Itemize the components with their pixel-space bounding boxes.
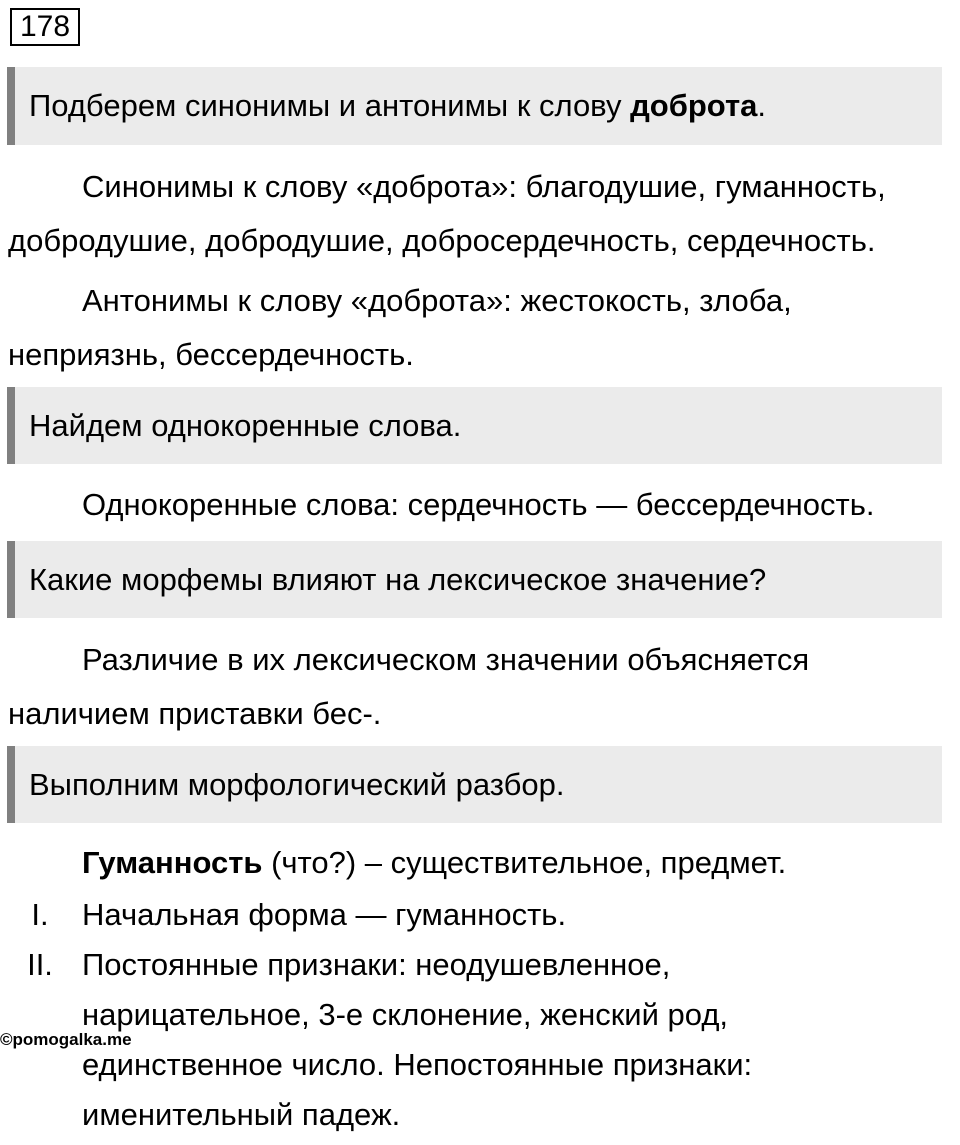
analysis-item-line: именительный падеж.: [82, 1097, 401, 1132]
analysis-item-line: нарицательное, 3-е склонение, женский род,: [82, 997, 729, 1032]
question-text: Подберем синонимы и антонимы к слову доброта.: [29, 88, 767, 123]
analysis-description: (что?) – существительное, предмет.: [262, 845, 787, 880]
synonyms-line-1: Синонимы к слову «доброта»: благодушие, гуманность,: [82, 169, 886, 204]
cognates-paragraph: [8, 478, 953, 532]
list-marker: II.: [27, 947, 53, 982]
question-banner-morphemes: [7, 541, 942, 618]
morphemes-line-2: наличием приставки бес-.: [8, 696, 382, 731]
task-number: 178: [10, 8, 80, 46]
question-text: Какие морфемы влияют на лексическое значение?: [29, 561, 767, 597]
analysis-item-line: Начальная форма — гуманность.: [82, 897, 567, 932]
synonyms-line-2: добродушие, добродушие, добросердечность, сердечность.: [8, 223, 876, 258]
question-banner-morphology: [7, 746, 942, 823]
question-banner-cognates: [7, 387, 942, 464]
analysis-word: Гуманность: [82, 845, 263, 880]
analysis-item-line: Постоянные признаки: неодушевленное,: [82, 947, 671, 982]
list-marker: I.: [31, 897, 49, 932]
antonyms-line-2: неприязнь, бессердечность.: [8, 337, 414, 372]
cognates-line: Однокоренные слова: сердечность — бессердечность.: [82, 487, 875, 522]
question-text: Найдем однокоренные слова.: [29, 407, 462, 443]
analysis-item-line: единственное число. Непостоянные признаки:: [82, 1047, 753, 1082]
question-banner-synonyms: [7, 67, 942, 145]
highlighted-word: доброта: [630, 88, 758, 123]
question-text: Выполним морфологический разбор.: [29, 766, 565, 802]
antonyms-line-1: Антонимы к слову «доброта»: жестокость, злоба,: [82, 283, 792, 318]
analysis-heading: [8, 838, 953, 888]
morphemes-line-1: Различие в их лексическом значении объясняется: [82, 642, 810, 677]
antonyms-paragraph: [8, 274, 953, 382]
watermark: ©pomogalka.me: [0, 1030, 132, 1049]
morphemes-paragraph: [8, 633, 953, 741]
synonyms-paragraph: [8, 160, 953, 268]
